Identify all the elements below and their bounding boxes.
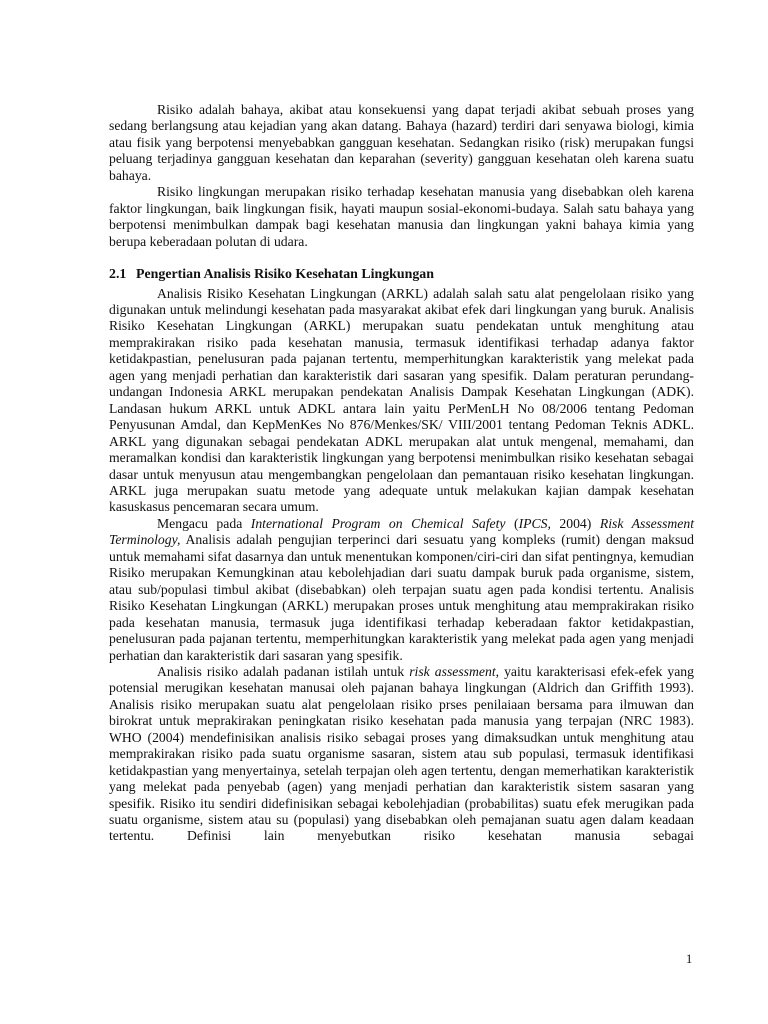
- paragraph-2-lead: Mengacu pada: [157, 515, 251, 531]
- paragraph-2-open-paren: (: [505, 515, 519, 531]
- section-heading: [109, 267, 694, 283]
- paragraph-3-body: , yaitu karakterisasi efek-efek yang potensial merugikan kesehatan manusai oleh pajanan bahaya lingkungan (Aldrich dan Griffith 1993). Analisis risiko merupakan suatu alat pengelolaan risiko prses penilaiaan bersama para ilmuwan dan birokrat untuk meprakirakan peningkatan risiko kesehatan pada manusia yang terpajan (NRC 1983). WHO (2004) mendefinisikan analisis risiko sebagai proses yang dimaksudkan untuk menghitung atau memprakirakan risiko pada suatu organisme sasaran, sistem atau sub populasi, termasuk identifikasi ketidakpastian yang menyertainya, setelah terpajan oleh agen tertentu, dengan memerhatikan karakteristik yang melekat pada penyebab (agen) yang menjadi perhatian dan karakteristik sistem sasaran yang spesifik. Risiko itu sendiri didefinisikan sebagai kebolehjadian (probabilitas) suatu efek merugikan pada suatu organisme, sistem atau su (populasi) yang disebabkan oleh pemajanan suatu agen dalam keadaan tertentu. Definisi lain menyebutkan risiko kesehatan manusia sebagai: [109, 663, 694, 844]
- section-paragraph-3: [109, 664, 694, 845]
- program-abbreviation: IPCS,: [518, 515, 551, 531]
- paragraph-2-body: Analisis adalah pengujian terperinci dari sesuatu yang kompleks (rumit) dengan maksud untuk memahami sifat dasarnya dan untuk menentukan komponen/ciri-ciri dan sifat pentingnya, kemudian Risiko merupakan Kemungkinan atau kebolehjadian dari suatu dampak buruk pada organisme, sistem, atau sub/populasi timbul akibat (disebabkan) oleh terpajan suatu agen pada kondisi tertentu. Analisis Risiko Kesehatan Lingkungan (ARKL) merupakan proses untuk menghitung atau memprakirakan risiko pada kesehatan manusia, termasuk juga identifikasi terhadap keberadaan faktor ketidakpastian, penelusuran pada pajanan tertentu, memperhitungkan karakteristik yang melekat pada agen yang menjadi perhatian dan karakteristik dari sasaran yang spesifik.: [109, 532, 694, 663]
- terminology-title: Risk Assessment Terminology,: [109, 515, 695, 548]
- section-spacer: [109, 250, 694, 267]
- paragraph-3-lead: Analisis risiko adalah padanan istilah untuk: [157, 663, 410, 679]
- section-paragraph-1: Analisis Risiko Kesehatan Lingkungan (ARKL) adalah salah satu alat pengelolaan risiko yang digunakan untuk melindungi kesehatan pada masyarakat akibat efek dari lingkungan yang buruk. Analisis Risiko Kesehatan Lingkungan (ARKL) merupakan suatu pendekatan untuk menghitung atau memprakirakan risiko pada kesehatan manusia, termasuk identifikasi terhadap adanya faktor ketidakpastian, penelusuran pada pajanan tertentu, memperhitungkan karakteristik yang melekat pada agen yang menjadi perhatian dan karakteristik dari sasaran yang spesifik. Dalam peraturan perundang-undangan Indonesia ARKL merupakan pendekatan Analisis Dampak Kesehatan Lingkungan (ADK). Landasan hukum ARKL untuk ADKL antara lain yaitu PerMenLH No 08/2006 tentang Pedoman Penyusunan Amdal, dan KepMenKes No 876/Menkes/SK/ VIII/2001 tentang Pedoman Teknis ADKL. ARKL yang digunakan sebagai pendekatan ADKL merupakan alat untuk mengenal, memahami, dan meramalkan kondisi dan karakteristik lingkungan yang berpotensi menimbulkan risiko kesehatan sebagai dasar untuk menyusun atau mengembangkan pengelolaan dan pemantauan risiko kesehatan lingkungan. ARKL juga merupakan suatu metode yang adequate untuk melakukan kajian dampak kesehatan kasuskasus pencemaran secara umum.: [109, 285, 694, 515]
- section-paragraph-2: [109, 516, 694, 664]
- section-number: 2.1: [109, 267, 127, 283]
- section-title: Pengertian Analisis Risiko Kesehatan Lingkungan: [136, 267, 434, 283]
- intro-paragraph-1: Risiko adalah bahaya, akibat atau konsekuensi yang dapat terjadi akibat sebuah proses yang sedang berlangsung atau kejadian yang akan datang. Bahaya (hazard) terdiri dari senyawa biologi, kimia atau fisik yang berpotensi menyebabkan gangguan kesehatan. Sedangkan risiko (risk) merupakan fungsi peluang terjadinya gangguan kesehatan dan keparahan (severity) gangguan kesehatan oleh karena suatu bahaya.: [109, 102, 694, 183]
- page-body: [109, 102, 694, 845]
- intro-paragraph-2: Risiko lingkungan merupakan risiko terhadap kesehatan manusia yang disebabkan oleh karena faktor lingkungan, baik lingkungan fisik, hayati maupun sosial-ekonomi-budaya. Salah satu bahaya yang berpotensi menimbulkan dampak bagi kesehatan manusia dan lingkungan yakni bahaya kimia yang berupa keberadaan polutan di udara.: [109, 184, 694, 249]
- paragraph-2-year: 2004): [550, 515, 600, 531]
- risk-assessment-term: risk assessment: [409, 663, 496, 679]
- page-number: 1: [686, 952, 693, 966]
- program-name: International Program on Chemical Safety: [250, 515, 506, 531]
